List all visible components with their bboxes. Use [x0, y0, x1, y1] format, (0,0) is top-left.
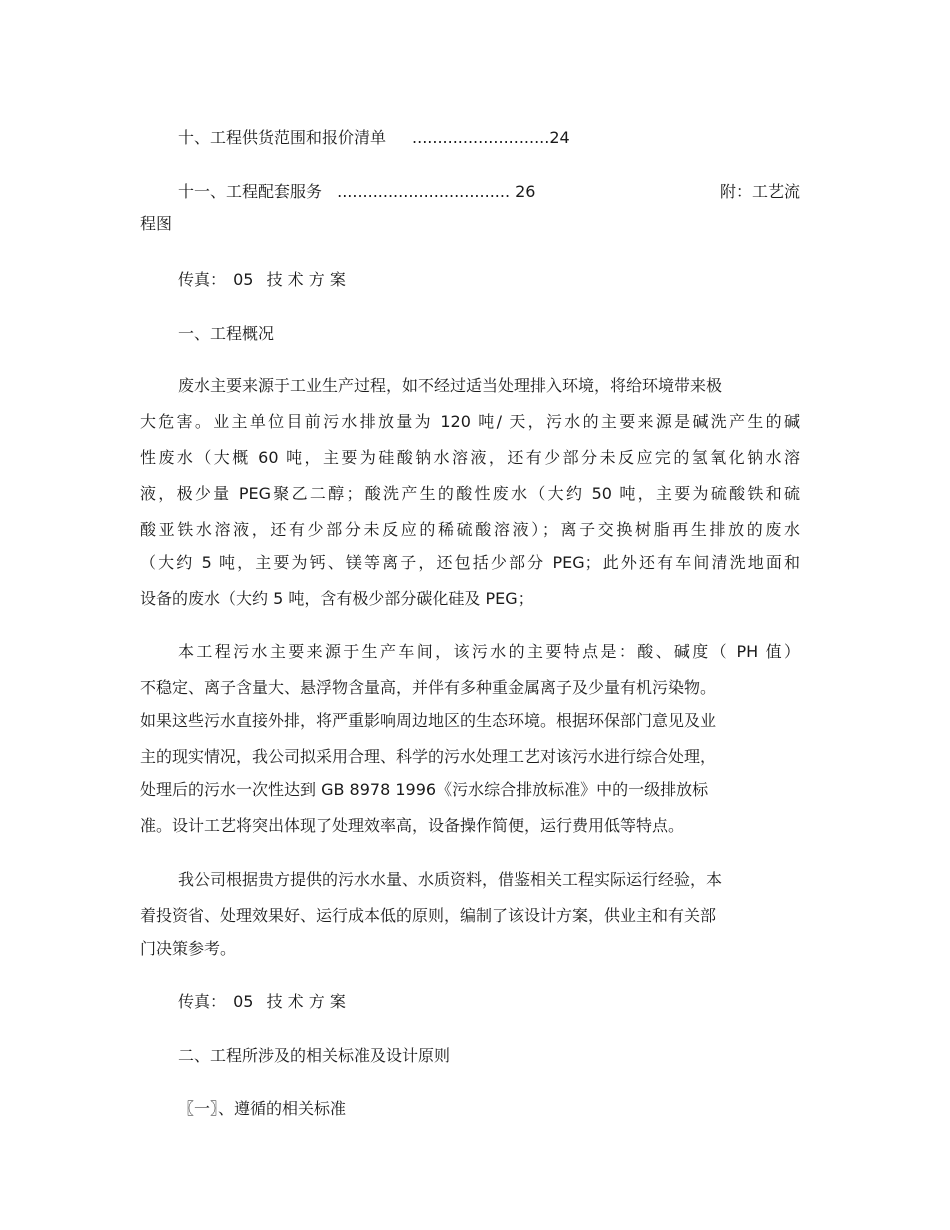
section-1-heading: 一、工程概况: [178, 324, 275, 343]
fax-line: [178, 990, 800, 1014]
section-2-subheading: 〖一〗、遵循的相关标准: [178, 1099, 347, 1118]
toc-item-10-leader: ...........................: [412, 128, 550, 147]
toc-item-10-title: 十、工程供货范围和报价清单: [178, 128, 387, 147]
paragraph-line: 主的现实情况，我公司拟采用合理、科学的污水处理工艺对该污水进行综合处理，: [140, 747, 717, 766]
paragraph-line: 门决策参考。: [140, 939, 237, 958]
section-2-heading: 二、工程所涉及的相关标准及设计原则: [178, 1046, 451, 1065]
fax-number: 05: [233, 992, 254, 1011]
toc-item-11-page: 26: [515, 182, 536, 201]
paragraph-line: 不稳定、离子含量大、悬浮物含量高，并伴有多种重金属离子及少量有机污染物。: [140, 678, 717, 697]
paragraph-line: 我公司根据贵方提供的污水水量、水质资料，借鉴相关工程实际运行经验，本: [178, 870, 723, 889]
paragraph-line: 废水主要来源于工业生产过程，如不经过适当处理排入环境，将给环境带来极: [178, 376, 723, 395]
fax-number: 05: [233, 270, 254, 289]
paragraph-line: 性废水（大概 60 吨，主要为硅酸钠水溶液，还有少部分未反应完的氢氧化钠水溶: [140, 448, 800, 467]
fax-label: 传真：: [178, 992, 227, 1011]
paragraph-line: 着投资省、处理效果好、运行成本低的原则，编制了该设计方案，供业主和有关部: [140, 906, 717, 925]
paragraph-line: 设备的废水（大约 5 吨，含有极少部分碳化硅及 PEG；: [140, 589, 534, 608]
toc-item-10: [178, 126, 800, 150]
toc-item-10-page: 24: [549, 128, 570, 147]
paragraph-line: （大约 5 吨，主要为钙、镁等离子，还包括少部分 PEG；此外还有车间清洗地面和: [140, 553, 800, 572]
paragraph-line: 酸亚铁水溶液，还有少部分未反应的稀硫酸溶液）；离子交换树脂再生排放的废水: [140, 520, 800, 539]
paragraph-line: 大危害。业主单位目前污水排放量为 120 吨/ 天，污水的主要来源是碱洗产生的碱: [140, 412, 800, 431]
fax-label: 传真：: [178, 270, 227, 289]
fax-doc-type: 技 术 方 案: [266, 270, 346, 289]
paragraph-line: 液，极少量 PEG聚乙二醇；酸洗产生的酸性废水（大约 50 吨，主要为硫酸铁和硫: [140, 484, 800, 503]
toc-appendix-part2: 程图: [140, 214, 173, 233]
paragraph-line: 处理后的污水一次性达到 GB 8978 1996《污水综合排放标准》中的一级排放标: [140, 780, 709, 799]
toc-item-11-leader: ..................................: [337, 182, 511, 201]
paragraph-line: 如果这些污水直接外排，将严重影响周边地区的生态环境。根据环保部门意见及业: [140, 711, 717, 730]
toc-appendix-part1: 附：工艺流: [719, 182, 800, 201]
toc-item-11-title: 十一、工程配套服务: [178, 182, 323, 201]
toc-item-11: [178, 180, 800, 204]
paragraph-line: 准。设计工艺将突出体现了处理效率高，设备操作简便，运行费用低等特点。: [140, 816, 685, 835]
fax-doc-type: 技 术 方 案: [266, 992, 346, 1011]
paragraph-line: 本工程污水主要来源于生产车间，该污水的主要特点是：酸、碱度（ PH 值）: [178, 642, 800, 661]
fax-line: [178, 268, 800, 292]
